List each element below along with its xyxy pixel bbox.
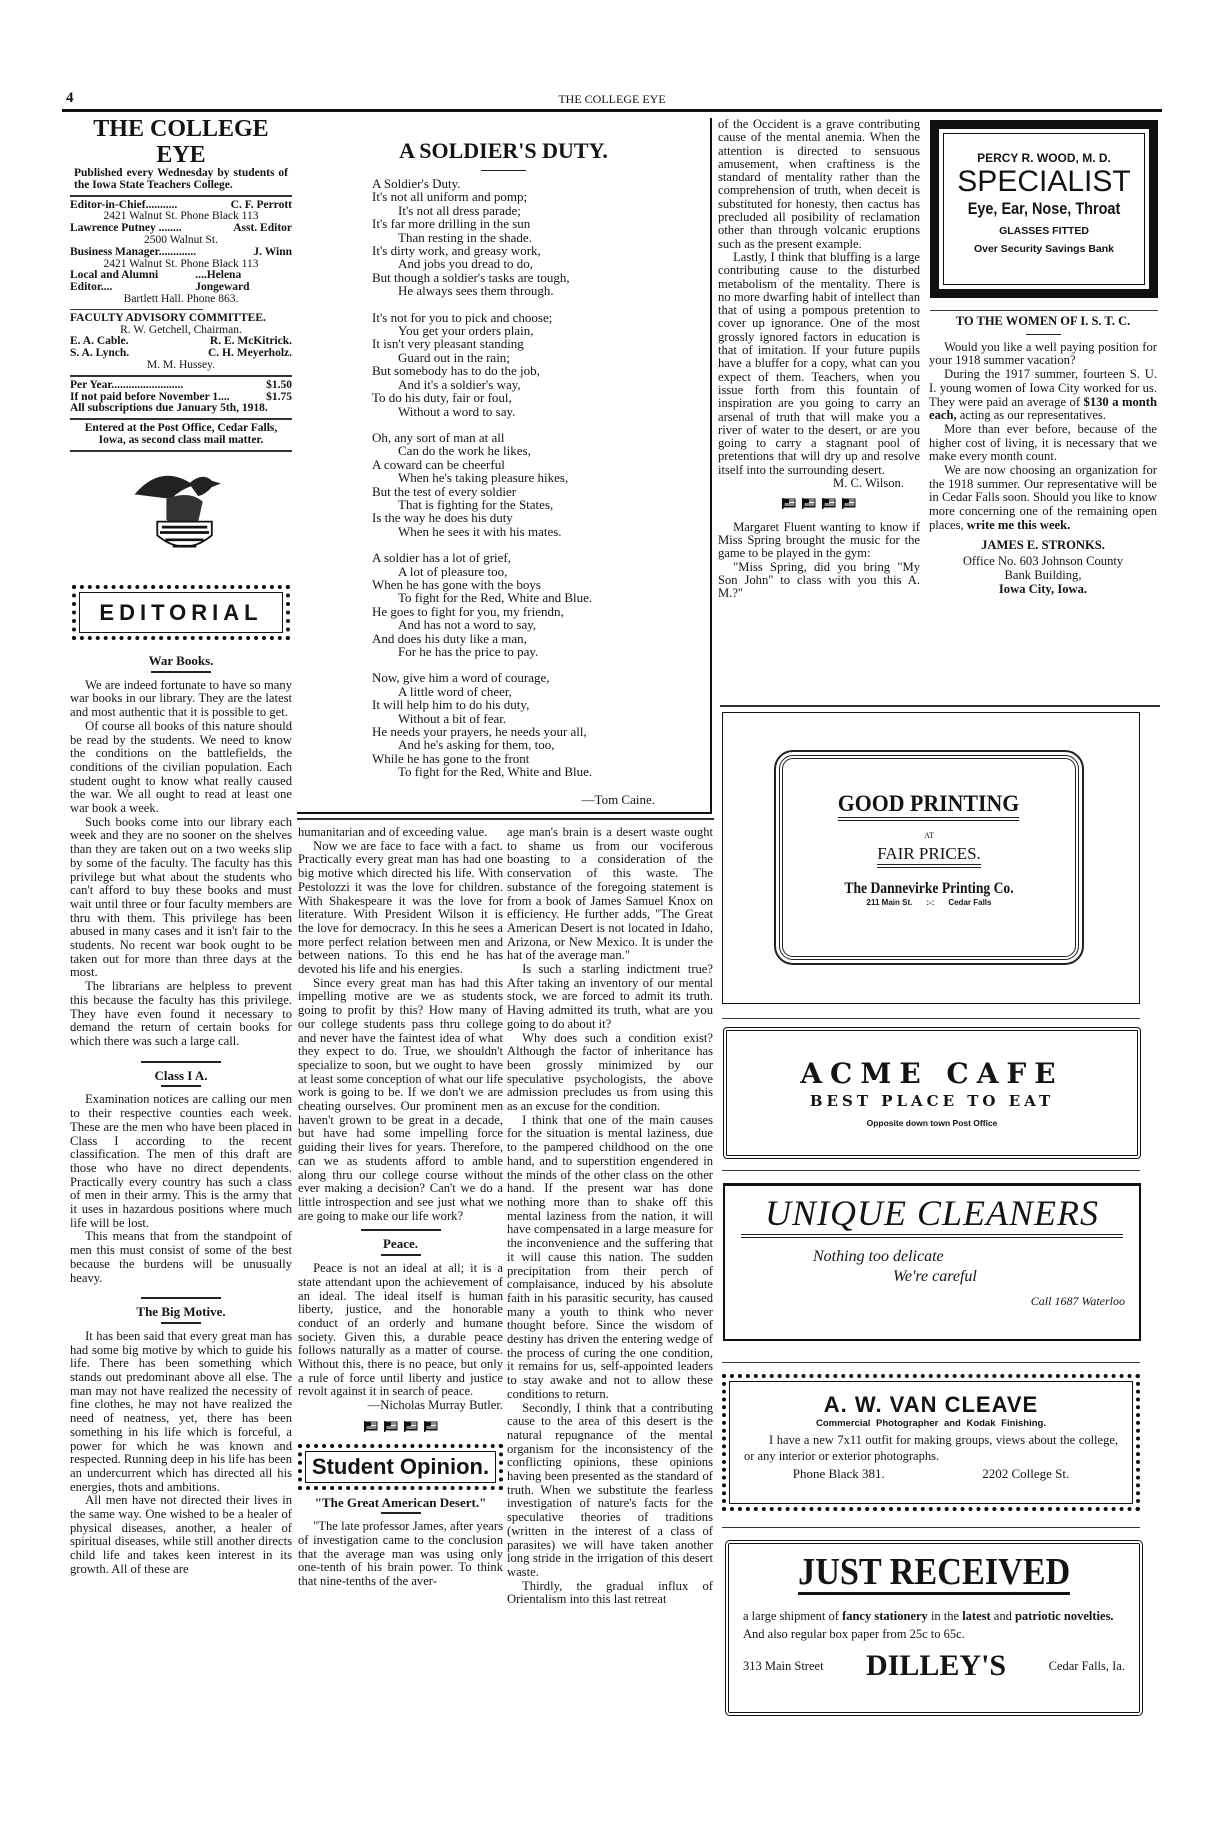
- paragraph: "Miss Spring, did you bring "My Son John" to class with you this A. M.?": [718, 559, 920, 601]
- staff-address: 2500 Walnut St.: [144, 233, 218, 246]
- text: and: [990, 1609, 1015, 1623]
- poem-line: A little word of cheer,: [398, 683, 512, 699]
- flag-ornaments: [718, 498, 920, 512]
- article-desert-part-1: [298, 1520, 503, 1589]
- article-title-big-motive: The Big Motive.: [136, 1304, 226, 1320]
- poem-line: A lot of pleasure too,: [398, 563, 508, 579]
- poem-line: That is fighting for the States,: [398, 496, 554, 512]
- paragraph: "The late professor James, after years of investigation came to the conclusion that the average man was using only one-tenth of his brain power. To think that nine-tenths of the aver-: [298, 1519, 503, 1589]
- text: a large shipment of: [743, 1609, 843, 1623]
- ad-store-name: DILLEY'S: [866, 1649, 1007, 1682]
- poem-line: But the test of every soldier: [372, 483, 517, 499]
- staff-list: [70, 200, 292, 306]
- staff-address: 2421 Walnut St. Phone Black 113: [103, 257, 259, 270]
- running-title: THE COLLEGE EYE: [558, 92, 666, 106]
- ad-glasses: GLASSES FITTED: [999, 225, 1089, 237]
- article-big-motive: [70, 1330, 292, 1577]
- column-4: [718, 118, 920, 600]
- poem-line: It's not all dress parade;: [398, 202, 521, 218]
- poem-line: And does his duty like a man,: [372, 630, 527, 646]
- ad-company: The Dannevirke Printing Co.: [844, 880, 1014, 897]
- ad-paragraph: More than ever before, because of the higher cost of living, it is necessary that we make every month count.: [929, 421, 1157, 464]
- poem-line: Oh, any sort of man at all: [372, 429, 505, 445]
- paragraph: Secondly, I think that a contributing cause to the area of this desert is the natural repugnance of the mental organism for the inconsistency of the conflicting opinions, these opinions having been presented as the standard of truth. When we substitute the fearless investigation of nature's facts for the speculative theories of traditions (written in the interest of a class of parasites) we will have taken another long stride in the irrigation of this desert waste.: [507, 1400, 713, 1579]
- paragraph: Is such a starling indictment true? After taking an inventory of our mental stock, we are forced to admit its truth. Having admitted its truth, what are you going to do about it?: [507, 962, 713, 1031]
- paragraph: All men have not directed their lives in the same way. One wished to be a healer of physical diseases, another, a healer of spiritual diseases, while still another directs child life and takes keen interest in its growth. All of these are: [70, 1493, 292, 1576]
- poem-line: It's far more drilling in the sun: [372, 216, 531, 232]
- flag-icon: [822, 498, 836, 509]
- poem-body: [372, 177, 710, 779]
- poem-line: But somebody has to do the job,: [372, 363, 540, 379]
- ad-address: 2202 College St.: [982, 1466, 1070, 1481]
- paragraph: Of course all books of this nature should be read by the students. We need to know the conditions on the battlefields, the conditions of the civilian population. Each student ought to know what really caused the war. We all ought to read at least one war book a week.: [70, 718, 292, 816]
- divider: [722, 1527, 1140, 1528]
- paragraph: Examination notices are calling our men to their respective counties each week. These are the men who have been placed in Class I according to the recent classification. The men of this draft are those who have no direct dependents. Practically every country has such a class of men in their army. This is the army that it uses in hazardous positions where much life will be lost.: [70, 1092, 292, 1230]
- paragraph: age man's brain is a desert waste ought to shame us from our vociferous boasting to a consideration of the conservation of this waste. The substance of the foregoing statement is from a book of James Samuel Knox on efficiency. He further adds, "The Great American Desert is not located in Idaho, Arizona, or New Mexico. It is under the hat of the average man.": [507, 825, 713, 963]
- page-number: 4: [66, 90, 74, 106]
- paragraph: Margaret Fluent wanting to know if Miss Spring brought the music for the game to be played in the gym:: [718, 519, 920, 561]
- eagle-shield-illustration: [125, 458, 235, 558]
- ad-city: Cedar Falls: [948, 898, 992, 907]
- ad-signer: JAMES E. STRONKS.: [981, 537, 1105, 552]
- flag-icon: [802, 498, 816, 509]
- divider: [297, 818, 714, 820]
- student-opinion-banner: [298, 1444, 503, 1490]
- ad-line: We're careful: [893, 1268, 977, 1285]
- paragraph: of the Occident is a grave contributing cause of the mental anemia. When the attention is directed to sensuous amusement, when craftiness is the standard of mentality rather than the comprehension of truth, when deceit is substituted for honesty, then cactus has precluded all posibility of reclamation other than through volcanic eruptions such as the present example.: [718, 117, 920, 251]
- text: patriotic novelties.: [1014, 1609, 1114, 1623]
- ad-body: [743, 1607, 1125, 1643]
- ad-doctor-name: PERCY R. WOOD, M. D.: [977, 151, 1111, 165]
- ad-subheadline: FAIR PRICES.: [877, 844, 981, 868]
- committee-member: R. E. McKitrick.: [209, 335, 292, 348]
- staff-name: C. F. Perrott: [230, 198, 292, 211]
- masthead-title: THE COLLEGE EYE: [93, 116, 269, 168]
- paragraph: Why does such a condition exist? Although the factor of inheritance has been grossly minimized by our speculative psychologists, the above admission precludes us from using this as an excuse for the condition.: [507, 1030, 713, 1114]
- text: We are now choosing an organization for the 1918 summer. Our representative will be in Cedar Falls soon. Should you like to know more concerning one of the remaining open places,: [929, 463, 1157, 532]
- ad-specialty: Eye, Ear, Nose, Throat: [967, 199, 1121, 218]
- poem-line: A coward can be cheerful: [372, 456, 505, 472]
- ad-highlight: write me this week.: [966, 517, 1071, 532]
- poem-stanza: [372, 311, 710, 418]
- article-author: M. C. Wilson.: [833, 476, 904, 491]
- ad-city: Iowa City, Iowa.: [998, 581, 1088, 596]
- staff-role: Editor-in-Chief...........: [70, 198, 178, 211]
- poem-line: Can do the work he likes,: [398, 443, 531, 459]
- text: fancy stationery: [842, 1609, 928, 1623]
- poem-line: And has not a word to say,: [398, 617, 537, 633]
- poem-line: It's not all uniform and pomp;: [372, 189, 528, 205]
- paragraph: Lastly, I think that bluffing is a large contributing cause to the disturbed metabolism of the mentality. There is no more dwarfing habit of intellect than that of using a pompous pretention to cover up ignorance. One of the most grossly ignored factors in education is that of imitation. If your future pupils have a bluffer for a copy, what can you expect of them. Teachers, when you issue forth from this fountain of inspiration are you going to carry an arsenal of truth that will make you a river of water to the desert, or are you going to carry a stagnant pool of pretentions that will dry up and resolve itself into the surrounding desert.: [718, 249, 920, 477]
- poem-line: And jobs you dread to do,: [398, 256, 534, 272]
- article-big-motive-continued: [298, 826, 503, 1223]
- paragraph: Now we are face to face with a fact. Practically every great man has had one big motive which directed his life. With Pestolozzi it was the love for children. With Shakespeare it was the love for literature. With President Wilson it is the love for democracy. In this he sees a more perfect relation between men and between nations. To this end he has devoted his life and his energies.: [298, 838, 503, 977]
- editorial-column: [70, 648, 292, 1577]
- committee-title: FACULTY ADVISORY COMMITTEE.: [70, 311, 266, 324]
- ad-at: AT: [924, 831, 934, 840]
- ad-paragraph: [929, 464, 1157, 533]
- article-war-books: [70, 679, 292, 1049]
- paragraph: The librarians are helpless to prevent this because the faculty has this privilege. They have even found it necessary to demand the return of certain books for which there was such a large call.: [70, 979, 292, 1048]
- staff-entry: [70, 223, 292, 247]
- ad-headline: GOOD PRINTING: [838, 791, 1019, 821]
- poem-line: When he's taking pleasure hikes,: [398, 470, 569, 486]
- ad-headline: ACME CAFE: [800, 1057, 1064, 1090]
- flag-icon: [364, 1421, 378, 1432]
- poem-line: Guard out in the rain;: [398, 349, 510, 365]
- masthead: [70, 116, 292, 455]
- poem-stanza: [372, 551, 710, 658]
- ad-headline: SPECIALIST: [957, 165, 1131, 198]
- staff-role: Local and Alumni Editor....: [70, 269, 159, 294]
- poem-line: You get your orders plain,: [398, 323, 534, 339]
- paragraph: It has been said that every great man has had some big motive by which to guide his life. There has been something which stands out predominant above all else. The man may not have realized the necessity of fine clothes, he may not have realized the need of neatness, yet, there has been something in his life which is forceful, a power for which he was known and respected. Running deep in his life has been an undercurrent which has directed all his energies, thots and ambitions.: [70, 1328, 292, 1494]
- ad-office: Office No. 603 Johnson County: [962, 554, 1124, 569]
- editorial-title: EDITORIAL: [99, 599, 263, 625]
- poem-line: For he has the price to pay.: [398, 644, 539, 659]
- divider: [722, 1018, 1140, 1019]
- staff-role: Business Manager.............: [70, 245, 197, 258]
- poem-line: He always sees them through.: [398, 283, 554, 299]
- ad-location: Over Security Savings Bank: [973, 243, 1115, 255]
- divider: [720, 705, 1160, 707]
- ad-highlight: $130 a month each,: [929, 394, 1157, 423]
- ad-headline: A. W. VAN CLEAVE: [823, 1392, 1039, 1417]
- paragraph: humanitarian and of exceeding value.: [298, 825, 488, 839]
- poem-box: [297, 118, 712, 814]
- poem-title: A SOLDIER'S DUTY.: [399, 138, 608, 163]
- flag-icon: [782, 498, 796, 509]
- paragraph: Such books come into our library each week and they are no sooner on the shelves than they are taken out on a two weeks slip by some of the faculty. The faculty has this privilege but what about the students who can't afford to buy these books and must wait until three or four faculty members are thru with them. This privilege has been abused in many cases and it isn't fair to the students. No recent war book ought to be taken out for more than three days at the most.: [70, 814, 292, 980]
- ad-dilleys: [725, 1540, 1143, 1716]
- article-title-peace: Peace.: [382, 1236, 418, 1252]
- column-2: [298, 826, 503, 1589]
- text: latest: [962, 1609, 991, 1623]
- poem-line: To fight for the Red, White and Blue.: [398, 764, 593, 780]
- rate-label: Per Year.........................: [70, 378, 184, 391]
- poem-line: He goes to fight for you, my friendn,: [372, 603, 564, 619]
- poem-line: Is the way he does his duty: [372, 510, 513, 526]
- poem-line: Now, give him a word of courage,: [372, 670, 550, 686]
- poem-line: And it's a soldier's way,: [398, 376, 521, 392]
- committee-member: E. A. Cable.: [70, 335, 129, 348]
- poem-line: But though a soldier's tasks are tough,: [372, 269, 570, 285]
- committee-chair: R. W. Getchell, Chairman.: [120, 323, 242, 336]
- staff-name: Asst. Editor: [233, 222, 292, 235]
- student-opinion-title: Student Opinion.: [311, 1453, 490, 1479]
- paragraph: We are indeed fortunate to have so many war books in our library. They are the latest and most authentic that it is possible to get.: [70, 677, 292, 720]
- paragraph: I think that one of the main causes for the situation is mental laziness, due to the pampered childhood on the one hand, and to superstition engendered in the minds of the other class on the other hand. If the present war has done nothing more than to shake off this mental laziness from the nation, it will have compensated in a large measure for the inconvenience and the suffering that it will cause this nation. The sudden precipitation from their perch of complaisance, induced by his absolute faith in his parasitic security, has caused many a youth to think who never thought before. Since the wisdom of destiny has driven the entering wedge of the process of curing the one condition, it remains for us, self-appointed leaders to stay awake and not to allow these conditions to return.: [507, 1112, 713, 1401]
- eagle-icon: [125, 458, 235, 558]
- ad-location: Opposite down town Post Office: [866, 1118, 998, 1128]
- ad-unique-cleaners: [723, 1183, 1141, 1341]
- poem-line: When he sees it with his mates.: [398, 523, 562, 539]
- poem-line: A soldier has a lot of grief,: [372, 550, 511, 566]
- ad-paragraph: [929, 368, 1157, 423]
- ad-address: 313 Main Street: [743, 1658, 824, 1673]
- committee-member: S. A. Lynch.: [70, 347, 130, 360]
- poem-line: A Soldier's Duty.: [372, 176, 461, 191]
- staff-entry: [70, 200, 292, 224]
- joke-item: [718, 521, 920, 601]
- text: During the 1917 summer, fourteen S. U. I. young women of Iowa City worked for us. They were paid an average of: [929, 367, 1157, 409]
- poem-line: Without a bit of fear.: [398, 710, 507, 726]
- poem-line: While he has gone to the front: [372, 750, 530, 766]
- flag-icon: [842, 498, 856, 509]
- poem-line: And he's asking for them, too,: [398, 737, 555, 753]
- article-peace: Peace is not an ideal at all; it is a state attendant upon the achievement of an ideal. The ideal itself is human liberty, justice, and the honorable conduct of an orderly and humane society. Given this, a durable peace follows naturally as a matter of course. Without this, there is no peace, but only a rule of force until liberty and justice revolt against it in search of peace.: [298, 1261, 503, 1399]
- ad-subtitle: Commercial Photographer and Kodak Finishing.: [816, 1418, 1046, 1429]
- ad-building: Bank Building,: [1004, 567, 1082, 582]
- ad-city: Cedar Falls, Ia.: [1048, 1658, 1125, 1673]
- paragraph: Since every great man has had this impelling motive are we as students going to profit by this? How many of our college students pass thru college and never have the faintest idea of what they expect to do. True, we shouldn't specialize to soon, but we ought to have at least some conception of what our life work is going to be. If we don't we are cheating ourselves. Our prominent men haven't grown to be great in a decade, but have had some impelling force guiding their lives for years. Therefore, can we as students afford to amble along thru our college course without ever making a decision? Can't we do a little introspection and see just what we are going to make our life work?: [298, 975, 503, 1223]
- poem-line: Than resting in the shade.: [398, 229, 532, 245]
- article-title-great-american-desert: "The Great American Desert.": [314, 1494, 487, 1510]
- peace-attribution: —Nicholas Murray Butler.: [367, 1398, 503, 1413]
- staff-entry: [70, 247, 292, 271]
- ornamental-frame: [779, 755, 1079, 960]
- flag-icon: [424, 1421, 438, 1432]
- editorial-banner: [72, 585, 290, 640]
- poem-line: He needs your prayers, he needs your all,: [372, 724, 587, 740]
- article-class-1a: [70, 1093, 292, 1285]
- ad-percy-wood: [930, 120, 1158, 298]
- flag-icon: [404, 1421, 418, 1432]
- ad-title: TO THE WOMEN OF I. S. T. C.: [955, 314, 1131, 328]
- ad-women-istc: [929, 315, 1157, 596]
- article-desert-part-3: [718, 118, 920, 477]
- poem-line: It will help him to do his duty,: [372, 697, 530, 713]
- text: in the: [927, 1609, 963, 1623]
- column-3: [507, 826, 713, 1607]
- poem-line: To do his duty, fair or foul,: [372, 390, 512, 406]
- poem-line: Without a word to say.: [398, 403, 516, 419]
- committee-member: C. H. Meyerholz.: [208, 347, 292, 360]
- flag-ornaments: [298, 1421, 503, 1436]
- staff-address: 2421 Walnut St. Phone Black 113: [103, 210, 259, 223]
- text: acting as our representatives.: [956, 408, 1106, 423]
- poem-line: It's not for you to pick and choose;: [372, 309, 553, 325]
- staff-name: J. Winn: [253, 245, 292, 258]
- poem-line: To fight for the Red, White and Blue.: [398, 590, 593, 606]
- divider: [930, 310, 1158, 311]
- committee-member: M. M. Hussey.: [147, 358, 215, 371]
- divider: [722, 1170, 1140, 1171]
- staff-address: Bartlett Hall. Phone 863.: [123, 292, 239, 305]
- rate-value: $1.50: [266, 378, 292, 391]
- entered-notice: Entered at the Post Office, Cedar Falls, Iowa, as second class mail matter.: [84, 422, 278, 446]
- poem-stanza: [372, 431, 710, 538]
- staff-role: Lawrence Putney ........: [70, 222, 182, 235]
- ad-van-cleave: [722, 1374, 1140, 1511]
- staff-entry: [70, 270, 292, 305]
- ad-phone: Phone Black 381.: [792, 1466, 885, 1481]
- poem-line: It's dirty work, and greasy work,: [372, 243, 541, 259]
- ad-phone: Call 1687 Waterloo: [1030, 1294, 1125, 1308]
- ad-address: 211 Main St.: [866, 898, 913, 907]
- ad-line: Nothing too delicate: [813, 1248, 944, 1265]
- subscription-due: All subscriptions due January 5th, 1918.: [70, 402, 268, 415]
- poem-stanza: [372, 671, 710, 778]
- rate-label: If not paid before November 1....: [70, 390, 230, 403]
- rate-value: $1.75: [266, 390, 292, 403]
- article-title-war-books: War Books.: [148, 653, 214, 668]
- ad-headline: JUST RECEIVED: [797, 1551, 1071, 1593]
- paragraph: Thirdly, the gradual influx of Orientalism into this last retreat: [507, 1578, 713, 1607]
- poem-line: When he has gone with the boys: [372, 576, 541, 592]
- article-desert-part-2: [507, 826, 713, 1607]
- poem-stanza: [372, 177, 710, 298]
- staff-name: ....Helena Jongeward: [195, 269, 250, 294]
- paragraph: This means that from the standpoint of men this must consist of some of the best because the burdens will be unusually heavy.: [70, 1229, 292, 1285]
- poem-author: —Tom Caine.: [581, 791, 655, 807]
- page-header: [62, 90, 1162, 112]
- ad-tagline: BEST PLACE TO EAT: [809, 1092, 1055, 1110]
- text: And also regular box paper from 25c to 65c.: [743, 1627, 965, 1641]
- ad-headline: UNIQUE CLEANERS: [741, 1192, 1123, 1238]
- masthead-published: Published every Wednesday by students of the Iowa State Teachers College.: [74, 167, 288, 191]
- divider: [722, 1362, 1140, 1363]
- ad-acme-cafe: [723, 1027, 1141, 1159]
- poem-line: It isn't very pleasant standing: [372, 336, 524, 352]
- flag-icon: [384, 1421, 398, 1432]
- ad-printing: [722, 712, 1140, 1004]
- article-title-class-1a: Class I A.: [154, 1067, 208, 1083]
- ad-paragraph: Would you like a well paying position for your 1918 summer vacation?: [929, 339, 1157, 368]
- ad-body: I have a new 7x11 outfit for making groups, views about the college, or any interior or exterior photographs.: [744, 1433, 1118, 1463]
- separator: :-:: [926, 898, 935, 907]
